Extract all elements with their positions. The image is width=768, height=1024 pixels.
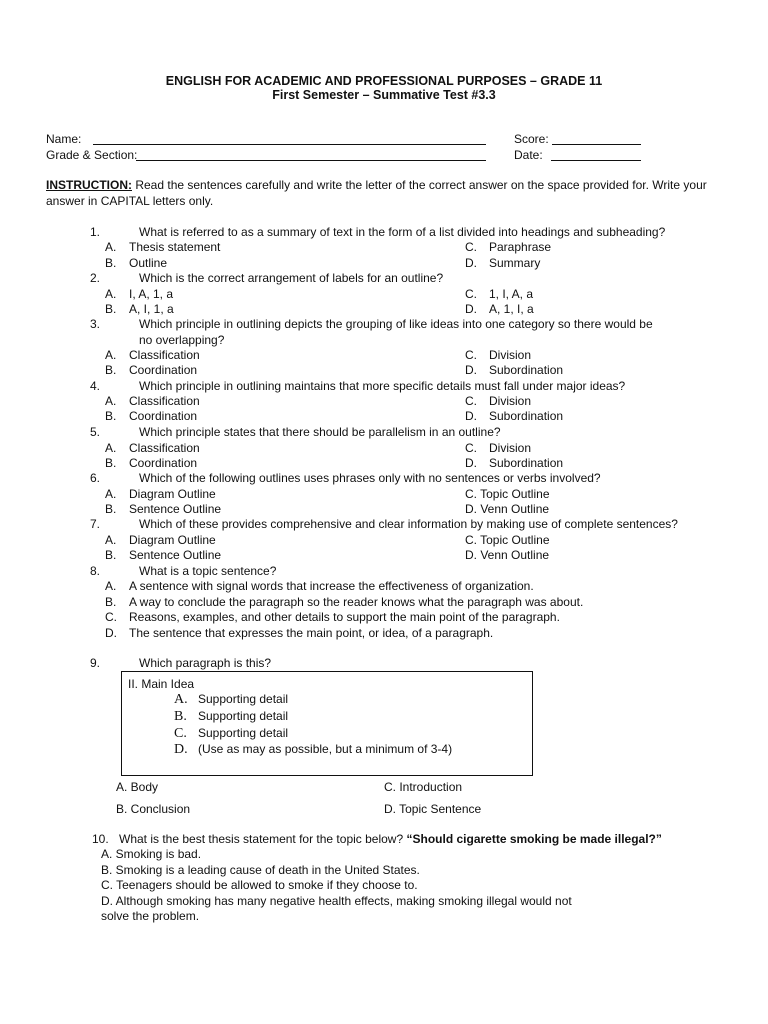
- outline-row: C. Supporting detail: [174, 726, 289, 741]
- question-text: Which paragraph is this?: [139, 656, 272, 670]
- option-d: D. Topic Sentence: [384, 802, 482, 816]
- question-number: 8.: [90, 564, 101, 578]
- option-c: C. Introduction: [384, 780, 463, 794]
- question-number: 5.: [90, 425, 101, 439]
- option-a: A. Diagram Outline: [105, 533, 216, 547]
- option-a: A. Body: [116, 780, 159, 794]
- outline-row: A. Supporting detail: [174, 692, 289, 707]
- question-text: Which principle in outlining depicts the grouping of like ideas into one category so there would be no overlapping?: [139, 317, 653, 347]
- date-label: Date:: [514, 148, 543, 162]
- option-d: D. Venn Outline: [465, 548, 550, 562]
- question-number: 4.: [90, 379, 101, 393]
- option-a: A. Thesis statement: [105, 240, 221, 254]
- question-text: Which of the following outlines uses phrases only with no sentences or verbs involved?: [139, 471, 601, 485]
- option-b: B. A way to conclude the paragraph so the reader knows what the paragraph was about.: [105, 595, 584, 609]
- test-title: ENGLISH FOR ACADEMIC AND PROFESSIONAL PURPOSES – GRADE 11: [165, 74, 603, 88]
- option-d: D. Venn Outline: [465, 502, 550, 516]
- question-number: 3.: [90, 317, 101, 331]
- option-a: A. A sentence with signal words that increase the effectiveness of organization.: [105, 579, 534, 593]
- option-b: B. Coordination: [105, 409, 198, 423]
- option-a: A. Diagram Outline: [105, 487, 216, 501]
- question-number: 9.: [90, 656, 101, 670]
- option-d: D. Although smoking has many negative health effects, making smoking illegal would not: [101, 894, 572, 908]
- option-c: C. Topic Outline: [465, 533, 550, 547]
- question-text: What is a topic sentence?: [139, 564, 277, 578]
- option-a: A. Classification: [105, 348, 200, 362]
- grade-section-label: Grade & Section:: [46, 148, 138, 162]
- option-b: B. Smoking is a leading cause of death in the United States.: [101, 863, 420, 877]
- test-subtitle: First Semester – Summative Test #3.3: [272, 88, 496, 102]
- option-a: A. Classification: [105, 441, 200, 455]
- option-b: B. A, I, 1, a: [105, 302, 174, 316]
- question-text: Which of these provides comprehensive and clear information by making use of complete sentences?: [139, 517, 678, 531]
- outline-row: D. (Use as may as possible, but a minimum of 3-4): [174, 742, 453, 757]
- name-field[interactable]: [93, 144, 486, 145]
- grade-section-field[interactable]: [136, 160, 486, 161]
- option-c: C. Reasons, examples, and other details to support the main point of the paragraph.: [105, 610, 560, 624]
- option-c: C. 1, I, A, a: [465, 287, 534, 301]
- option-d-continued: solve the problem.: [101, 909, 200, 923]
- option-c: C. Division: [465, 394, 532, 408]
- question-number: 2.: [90, 271, 101, 285]
- outline-title: II. Main Idea: [128, 677, 195, 691]
- option-d: D. Subordination: [465, 363, 564, 377]
- option-a: A. I, A, 1, a: [105, 287, 174, 301]
- option-d: D. Subordination: [465, 456, 564, 470]
- instruction-label: INSTRUCTION:: [46, 178, 132, 192]
- option-a: A. Smoking is bad.: [101, 847, 202, 861]
- option-b: B. Sentence Outline: [105, 502, 222, 516]
- option-c: C. Teenagers should be allowed to smoke if they choose to.: [101, 878, 418, 892]
- instruction: [46, 178, 726, 209]
- score-field[interactable]: [552, 144, 641, 145]
- question-number: 7.: [90, 517, 101, 531]
- option-c: C. Topic Outline: [465, 487, 550, 501]
- option-b: B. Outline: [105, 256, 168, 270]
- date-field[interactable]: [551, 160, 641, 161]
- question-text: What is referred to as a summary of text in the form of a list divided into headings and subheading?: [139, 225, 666, 239]
- option-a: A. Classification: [105, 394, 200, 408]
- option-b: B. Sentence Outline: [105, 548, 222, 562]
- option-b: B. Coordination: [105, 456, 198, 470]
- topic-text: “Should cigarette smoking be made illegal?”: [406, 832, 662, 846]
- option-c: C. Division: [465, 441, 532, 455]
- option-d: D. Subordination: [465, 409, 564, 423]
- option-d: D. The sentence that expresses the main point, or idea, of a paragraph.: [105, 626, 494, 640]
- question-text: Which is the correct arrangement of labels for an outline?: [139, 271, 444, 285]
- question-text: Which principle in outlining maintains that more specific details must fall under major ideas?: [139, 379, 626, 393]
- option-c: C. Paraphrase: [465, 240, 552, 254]
- question-number: 1.: [90, 225, 101, 239]
- name-label: Name:: [46, 132, 82, 146]
- option-c: C. Division: [465, 348, 532, 362]
- option-d: D. Summary: [465, 256, 541, 270]
- question-number: 6.: [90, 471, 101, 485]
- option-b: B. Conclusion: [116, 802, 191, 816]
- outline-box: [121, 671, 533, 776]
- outline-row: B. Supporting detail: [174, 709, 289, 724]
- instruction-text: Read the sentences carefully and write the letter of the correct answer on the space provided for. Write your answer in CAPITAL letters only.: [46, 178, 707, 208]
- question-number: 10.: [92, 832, 109, 846]
- score-label: Score:: [514, 132, 549, 146]
- question-text: Which principle states that there should be parallelism in an outline?: [139, 425, 501, 439]
- option-d: D. A, 1, I, a: [465, 302, 534, 316]
- option-b: B. Coordination: [105, 363, 198, 377]
- question-text: What is the best thesis statement for the topic below? “Should cigarette smoking be made illegal?”: [119, 832, 662, 846]
